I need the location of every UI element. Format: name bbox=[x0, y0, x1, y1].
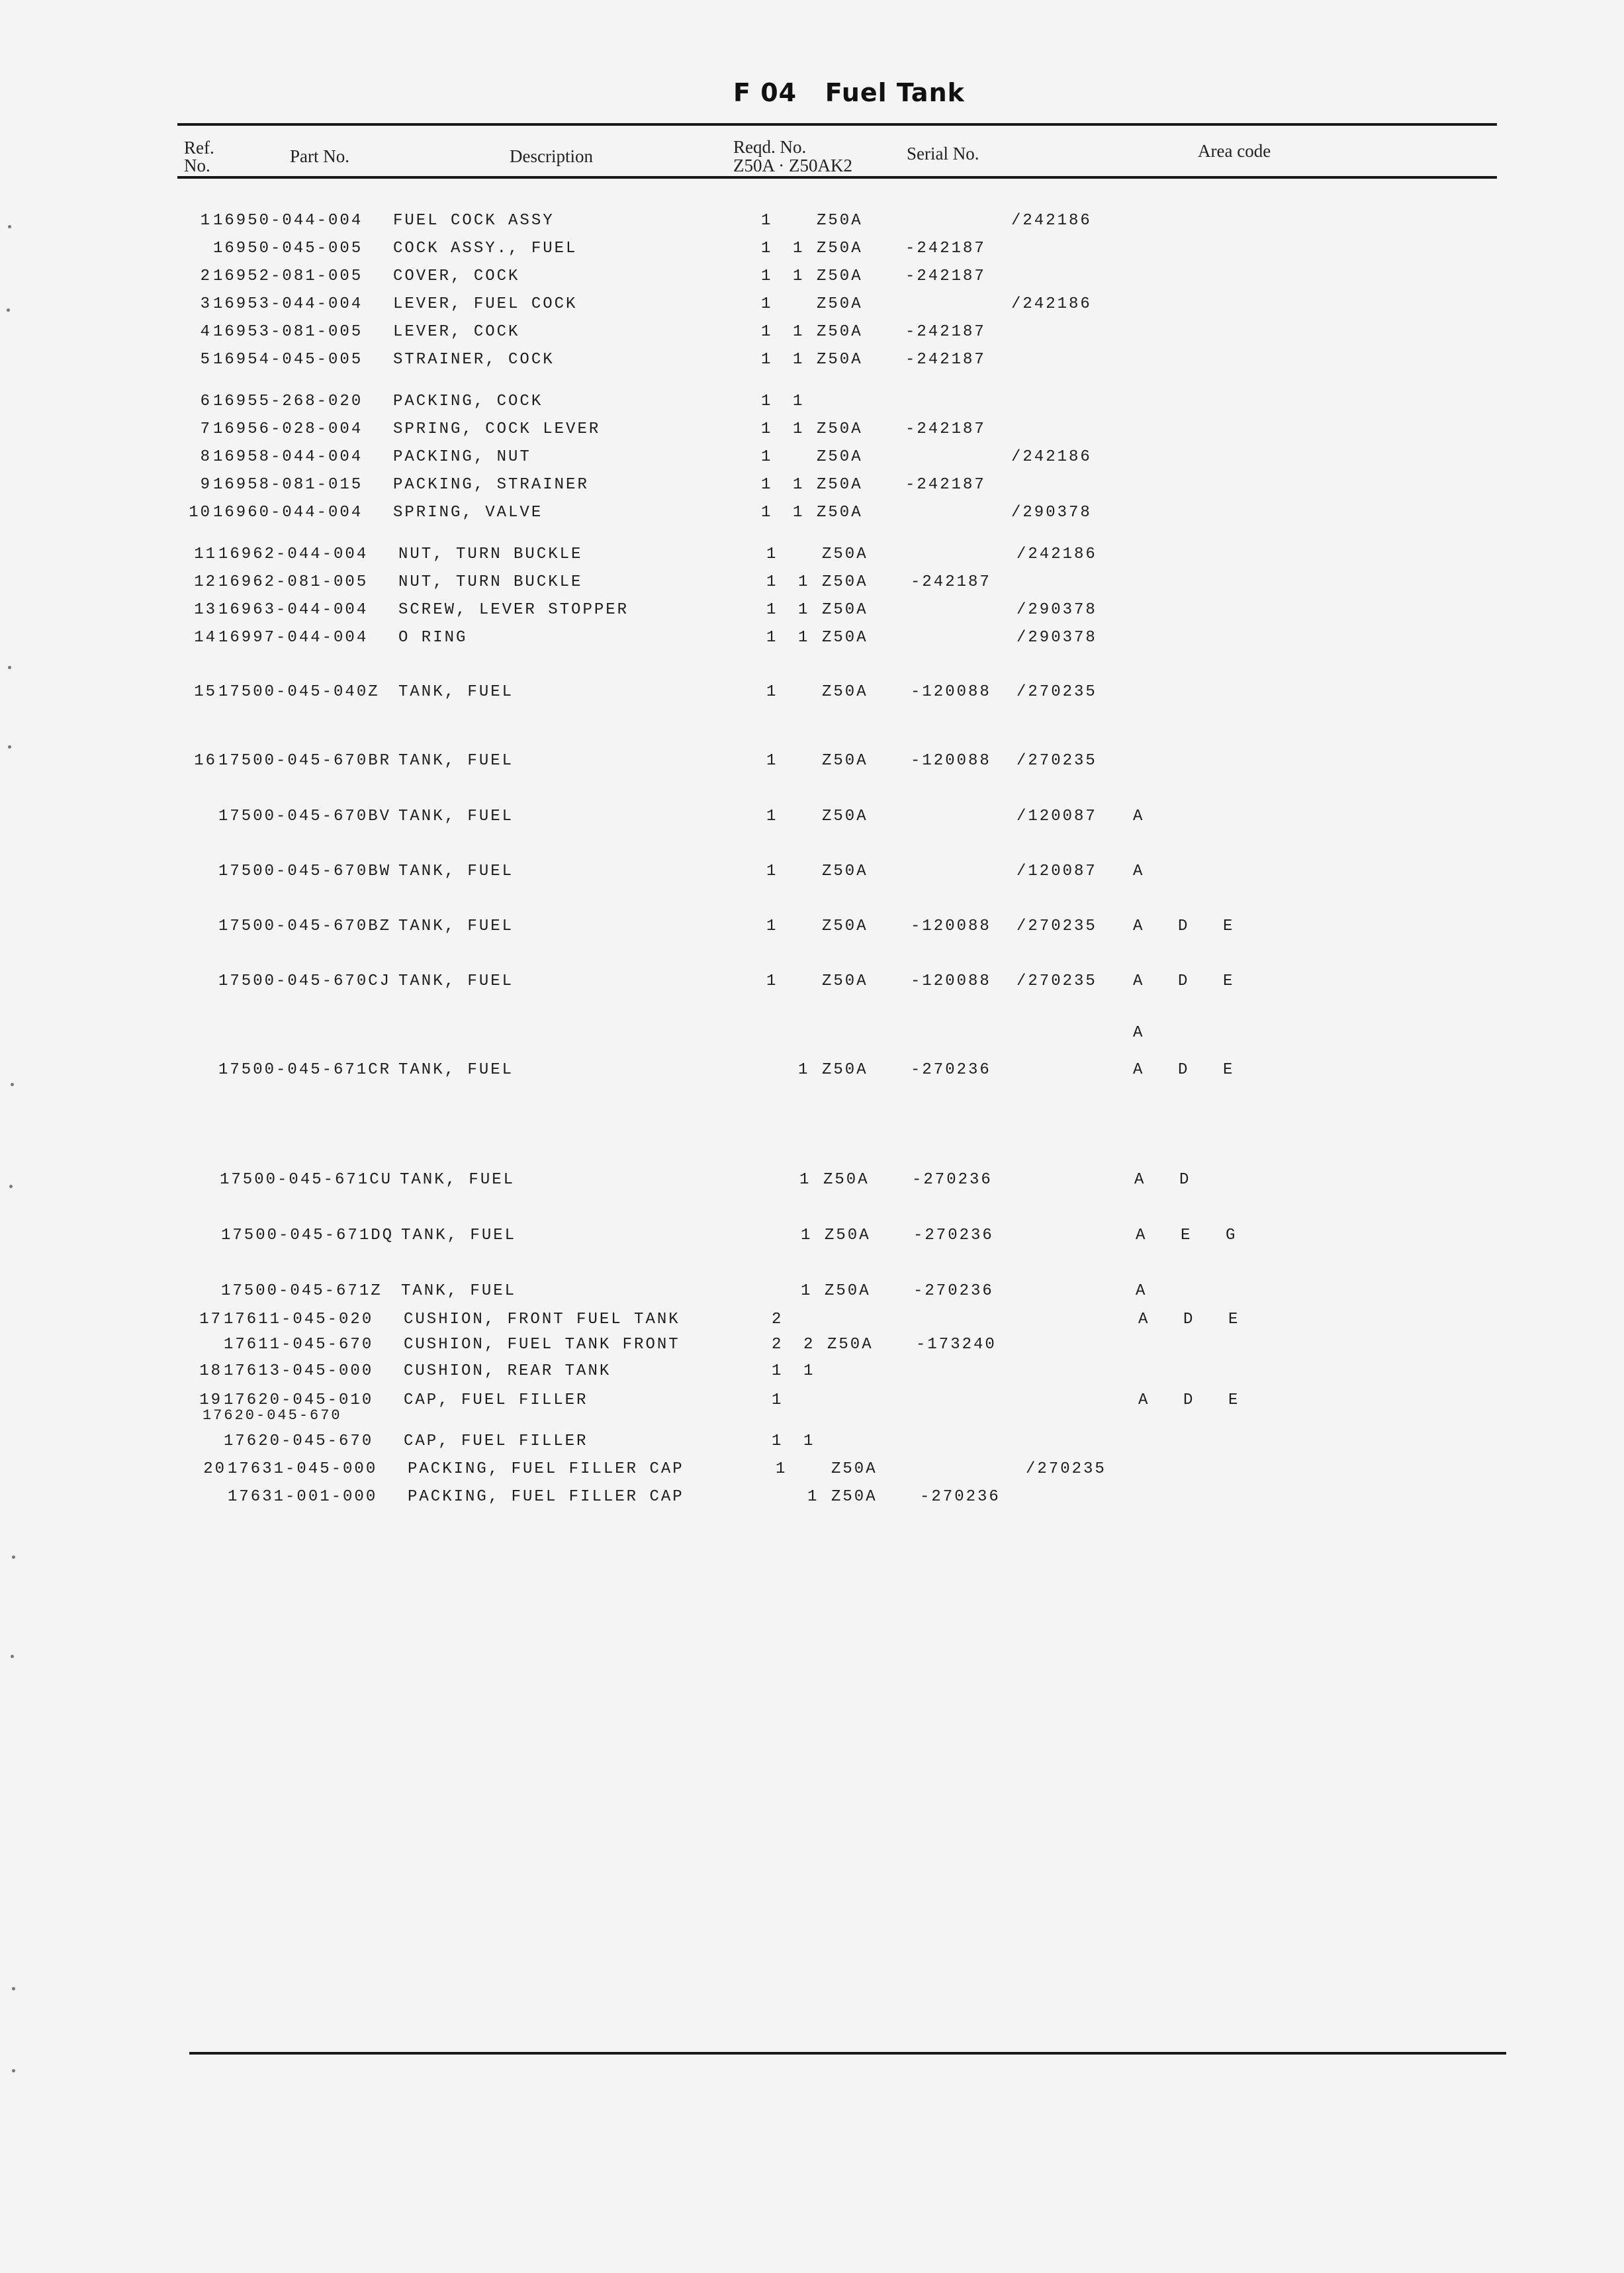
serial-to: -270236 bbox=[911, 1061, 991, 1079]
description: LEVER, FUEL COCK bbox=[393, 295, 578, 313]
model-code: Z50A bbox=[817, 323, 863, 341]
area-code-3: E bbox=[1228, 1391, 1240, 1409]
serial-to: -270236 bbox=[912, 1171, 993, 1189]
area-code-3: E bbox=[1223, 1061, 1235, 1079]
reqd-z50a: 1 bbox=[766, 917, 778, 935]
part-number: 16953-044-004 bbox=[213, 295, 363, 313]
part-number: 17631-001-000 bbox=[228, 1488, 378, 1506]
part-number: 16958-081-015 bbox=[213, 476, 363, 494]
part-number: 16952-081-005 bbox=[213, 267, 363, 285]
ref-number: 17 bbox=[199, 1311, 222, 1328]
reqd-z50a: 1 bbox=[766, 573, 778, 591]
ref-number: 19 bbox=[199, 1391, 222, 1409]
reqd-z50ak2: 2 bbox=[803, 1336, 815, 1354]
description: CUSHION, REAR TANK bbox=[404, 1362, 611, 1380]
reqd-z50ak2: 1 bbox=[793, 267, 805, 285]
part-number: 17500-045-040Z bbox=[218, 683, 380, 701]
part-number: 16960-044-004 bbox=[213, 504, 363, 522]
area-code-3: E bbox=[1223, 917, 1235, 935]
part-number: 16953-081-005 bbox=[213, 323, 363, 341]
model-code: Z50A bbox=[822, 1061, 868, 1079]
reqd-z50a: 1 bbox=[772, 1432, 784, 1450]
model-code: Z50A bbox=[825, 1282, 871, 1300]
part-number: 16956-028-004 bbox=[213, 420, 363, 438]
ref-number: 14 bbox=[194, 629, 217, 647]
header-serial-no: Serial No. bbox=[907, 144, 979, 163]
area-code-2: D bbox=[1183, 1311, 1195, 1328]
description: PACKING, FUEL FILLER CAP bbox=[408, 1488, 684, 1506]
area-code-1: A bbox=[1133, 1024, 1145, 1042]
serial-to: -120088 bbox=[911, 917, 991, 935]
description: STRAINER, COCK bbox=[393, 351, 555, 369]
part-number: 17500-045-670BZ bbox=[218, 917, 392, 935]
part-number: 17611-045-020 bbox=[224, 1311, 374, 1328]
description: CAP, FUEL FILLER bbox=[404, 1432, 588, 1450]
reqd-z50a: 1 bbox=[761, 476, 773, 494]
reqd-z50ak2: 1 bbox=[793, 351, 805, 369]
part-number: 17500-045-671DQ bbox=[221, 1227, 394, 1244]
reqd-z50ak2: 1 bbox=[803, 1432, 815, 1450]
description: TANK, FUEL bbox=[398, 862, 514, 880]
part-number: 16950-045-005 bbox=[213, 240, 363, 257]
description: TANK, FUEL bbox=[401, 1282, 517, 1300]
reqd-z50a: 1 bbox=[761, 351, 773, 369]
area-code-2: D bbox=[1178, 917, 1190, 935]
description: CUSHION, FRONT FUEL TANK bbox=[404, 1311, 680, 1328]
area-code-2: D bbox=[1183, 1391, 1195, 1409]
part-number: 17500-045-670BR bbox=[218, 752, 392, 770]
ref-number: 18 bbox=[199, 1362, 222, 1380]
footer-rule bbox=[189, 2052, 1506, 2055]
scan-speck bbox=[12, 1555, 15, 1559]
serial-from: /290378 bbox=[1016, 601, 1097, 619]
part-number: 17613-045-000 bbox=[224, 1362, 374, 1380]
reqd-z50a: 2 bbox=[772, 1336, 784, 1354]
description: TANK, FUEL bbox=[398, 683, 514, 701]
serial-to: -242187 bbox=[905, 267, 986, 285]
part-number: 17500-045-671Z bbox=[221, 1282, 383, 1300]
part-number: 16955-268-020 bbox=[213, 393, 363, 410]
reqd-z50a: 1 bbox=[766, 545, 778, 563]
part-number: 17500-045-670CJ bbox=[218, 972, 392, 990]
reqd-z50ak2: 1 bbox=[798, 573, 810, 591]
description: SCREW, LEVER STOPPER bbox=[398, 601, 629, 619]
reqd-z50a: 1 bbox=[766, 629, 778, 647]
part-number: 16954-045-005 bbox=[213, 351, 363, 369]
serial-from: /242186 bbox=[1011, 448, 1092, 466]
header-reqd-line1: Reqd. No. bbox=[733, 137, 807, 157]
reqd-z50ak2: 1 bbox=[793, 393, 805, 410]
reqd-z50a: 1 bbox=[761, 240, 773, 257]
area-code-1: A bbox=[1134, 1171, 1146, 1189]
ref-number: 9 bbox=[200, 476, 212, 494]
description: TANK, FUEL bbox=[398, 917, 514, 935]
reqd-z50ak2: 1 bbox=[798, 1061, 810, 1079]
serial-from: /242186 bbox=[1011, 212, 1092, 230]
model-code: Z50A bbox=[817, 420, 863, 438]
reqd-z50a: 1 bbox=[766, 972, 778, 990]
header-top-rule bbox=[177, 123, 1497, 126]
ref-number: 8 bbox=[200, 448, 212, 466]
model-code: Z50A bbox=[817, 476, 863, 494]
model-code: Z50A bbox=[822, 629, 868, 647]
reqd-z50ak2: 1 bbox=[801, 1282, 813, 1300]
reqd-z50a: 1 bbox=[766, 601, 778, 619]
area-code-3: E bbox=[1228, 1311, 1240, 1328]
description: PACKING, COCK bbox=[393, 393, 543, 410]
area-code-1: A bbox=[1138, 1391, 1150, 1409]
model-code: Z50A bbox=[817, 448, 863, 466]
ref-number: 16 bbox=[194, 752, 217, 770]
part-number: 16950-044-004 bbox=[213, 212, 363, 230]
serial-to: -242187 bbox=[905, 351, 986, 369]
ref-number: 11 bbox=[194, 545, 217, 563]
serial-to: -242187 bbox=[911, 573, 991, 591]
model-code: Z50A bbox=[822, 601, 868, 619]
description: NUT, TURN BUCKLE bbox=[398, 573, 583, 591]
serial-to: -173240 bbox=[916, 1336, 997, 1354]
serial-to: -242187 bbox=[905, 240, 986, 257]
ref-number: 5 bbox=[200, 351, 212, 369]
description: SPRING, COCK LEVER bbox=[393, 420, 601, 438]
area-code-1: A bbox=[1133, 862, 1145, 880]
area-code-1: A bbox=[1133, 808, 1145, 825]
area-code-1: A bbox=[1136, 1282, 1148, 1300]
header-ref-line1: Ref. bbox=[184, 138, 214, 158]
serial-to: -120088 bbox=[911, 752, 991, 770]
description: CUSHION, FUEL TANK FRONT bbox=[404, 1336, 680, 1354]
reqd-z50a: 1 bbox=[766, 808, 778, 825]
reqd-z50a: 1 bbox=[761, 212, 773, 230]
description: TANK, FUEL bbox=[398, 1061, 514, 1079]
part-number: 16963-044-004 bbox=[218, 601, 369, 619]
part-number: 16962-044-004 bbox=[218, 545, 369, 563]
model-code: Z50A bbox=[822, 752, 868, 770]
reqd-z50ak2: 1 bbox=[793, 476, 805, 494]
scan-speck bbox=[9, 1185, 13, 1188]
area-code-2: E bbox=[1181, 1227, 1193, 1244]
model-code: Z50A bbox=[822, 972, 868, 990]
area-code-3: G bbox=[1226, 1227, 1238, 1244]
description: SPRING, VALVE bbox=[393, 504, 543, 522]
ref-number: 7 bbox=[200, 420, 212, 438]
reqd-z50a: 1 bbox=[761, 267, 773, 285]
description: O RING bbox=[398, 629, 468, 647]
area-code-2: D bbox=[1179, 1171, 1191, 1189]
part-number: 17611-045-670 bbox=[224, 1336, 374, 1354]
ref-number: 6 bbox=[200, 393, 212, 410]
scan-speck bbox=[8, 225, 11, 228]
model-code: Z50A bbox=[822, 683, 868, 701]
reqd-z50ak2: 1 bbox=[807, 1488, 819, 1506]
reqd-z50ak2: 1 bbox=[803, 1362, 815, 1380]
serial-from: /270235 bbox=[1016, 972, 1097, 990]
overprint-part-number: 17620-045-670 bbox=[203, 1407, 342, 1424]
description: TANK, FUEL bbox=[400, 1171, 516, 1189]
reqd-z50a: 1 bbox=[761, 448, 773, 466]
reqd-z50a: 1 bbox=[766, 752, 778, 770]
reqd-z50a: 1 bbox=[776, 1460, 788, 1478]
model-code: Z50A bbox=[822, 862, 868, 880]
serial-from: /270235 bbox=[1016, 683, 1097, 701]
serial-from: /242186 bbox=[1011, 295, 1092, 313]
scan-speck bbox=[12, 1987, 15, 1990]
part-number: 17500-045-671CR bbox=[218, 1061, 392, 1079]
scan-speck bbox=[12, 2069, 15, 2072]
header-bottom-rule bbox=[177, 176, 1497, 179]
area-code-2: D bbox=[1178, 1061, 1190, 1079]
area-code-1: A bbox=[1136, 1227, 1148, 1244]
description: COCK ASSY., FUEL bbox=[393, 240, 578, 257]
serial-from: /290378 bbox=[1011, 504, 1092, 522]
serial-to: -120088 bbox=[911, 683, 991, 701]
model-code: Z50A bbox=[823, 1171, 870, 1189]
part-number: 16962-081-005 bbox=[218, 573, 369, 591]
reqd-z50ak2: 1 bbox=[798, 601, 810, 619]
ref-number: 4 bbox=[200, 323, 212, 341]
reqd-z50ak2: 1 bbox=[793, 504, 805, 522]
ref-number: 1 bbox=[200, 212, 212, 230]
serial-from: /270235 bbox=[1016, 917, 1097, 935]
area-code-1: A bbox=[1133, 972, 1145, 990]
serial-to: -242187 bbox=[905, 420, 986, 438]
serial-to: -270236 bbox=[913, 1282, 994, 1300]
scan-speck bbox=[11, 1083, 14, 1086]
serial-to: -270236 bbox=[913, 1227, 994, 1244]
description: CAP, FUEL FILLER bbox=[404, 1391, 588, 1409]
model-code: Z50A bbox=[817, 240, 863, 257]
serial-from: /270235 bbox=[1026, 1460, 1106, 1478]
serial-to: -242187 bbox=[905, 323, 986, 341]
ref-number: 13 bbox=[194, 601, 217, 619]
model-code: Z50A bbox=[817, 504, 863, 522]
ref-number: 20 bbox=[203, 1460, 226, 1478]
area-code-2: D bbox=[1178, 972, 1190, 990]
part-number: 16997-044-004 bbox=[218, 629, 369, 647]
serial-from: /120087 bbox=[1016, 862, 1097, 880]
model-code: Z50A bbox=[822, 545, 868, 563]
scan-speck bbox=[8, 745, 11, 749]
model-code: Z50A bbox=[822, 573, 868, 591]
description: PACKING, NUT bbox=[393, 448, 531, 466]
model-code: Z50A bbox=[817, 212, 863, 230]
model-code: Z50A bbox=[822, 808, 868, 825]
area-code-3: E bbox=[1223, 972, 1235, 990]
description: PACKING, STRAINER bbox=[393, 476, 589, 494]
header-description: Description bbox=[510, 146, 593, 166]
serial-from: /270235 bbox=[1016, 752, 1097, 770]
description: FUEL COCK ASSY bbox=[393, 212, 555, 230]
scan-speck bbox=[8, 666, 11, 669]
reqd-z50a: 1 bbox=[772, 1391, 784, 1409]
reqd-z50a: 1 bbox=[766, 862, 778, 880]
part-number: 17620-045-010 bbox=[224, 1391, 374, 1409]
model-code: Z50A bbox=[831, 1460, 878, 1478]
part-number: 17631-045-000 bbox=[228, 1460, 378, 1478]
reqd-z50a: 1 bbox=[761, 393, 773, 410]
area-code-1: A bbox=[1133, 1061, 1145, 1079]
serial-to: -120088 bbox=[911, 972, 991, 990]
reqd-z50ak2: 1 bbox=[793, 420, 805, 438]
ref-number: 10 bbox=[189, 504, 212, 522]
serial-from: /120087 bbox=[1016, 808, 1097, 825]
description: TANK, FUEL bbox=[398, 808, 514, 825]
ref-number: 15 bbox=[194, 683, 217, 701]
model-code: Z50A bbox=[822, 917, 868, 935]
description: PACKING, FUEL FILLER CAP bbox=[408, 1460, 684, 1478]
description: NUT, TURN BUCKLE bbox=[398, 545, 583, 563]
reqd-z50a: 1 bbox=[766, 683, 778, 701]
ref-number: 2 bbox=[200, 267, 212, 285]
model-code: Z50A bbox=[817, 295, 863, 313]
model-code: Z50A bbox=[825, 1227, 871, 1244]
description: COVER, COCK bbox=[393, 267, 520, 285]
ref-number: 12 bbox=[194, 573, 217, 591]
part-number: 17500-045-670BV bbox=[218, 808, 392, 825]
serial-to: -242187 bbox=[905, 476, 986, 494]
page-title: F 04 Fuel Tank bbox=[733, 78, 965, 107]
reqd-z50a: 1 bbox=[761, 504, 773, 522]
header-part-no: Part No. bbox=[290, 146, 349, 166]
reqd-z50ak2: 1 bbox=[801, 1227, 813, 1244]
part-number: 17500-045-671CU bbox=[220, 1171, 393, 1189]
scan-speck bbox=[11, 1655, 14, 1658]
serial-from: /242186 bbox=[1016, 545, 1097, 563]
reqd-z50a: 1 bbox=[772, 1362, 784, 1380]
area-code-1: A bbox=[1138, 1311, 1150, 1328]
reqd-z50ak2: 1 bbox=[793, 240, 805, 257]
part-number: 17500-045-670BW bbox=[218, 862, 392, 880]
reqd-z50a: 1 bbox=[761, 420, 773, 438]
serial-from: /290378 bbox=[1016, 629, 1097, 647]
reqd-z50ak2: 1 bbox=[798, 629, 810, 647]
model-code: Z50A bbox=[817, 351, 863, 369]
description: TANK, FUEL bbox=[398, 972, 514, 990]
scan-speck bbox=[7, 308, 10, 312]
reqd-z50a: 1 bbox=[761, 295, 773, 313]
header-ref-line2: No. bbox=[184, 156, 210, 175]
model-code: Z50A bbox=[831, 1488, 878, 1506]
description: TANK, FUEL bbox=[398, 752, 514, 770]
reqd-z50ak2: 1 bbox=[793, 323, 805, 341]
description: TANK, FUEL bbox=[401, 1227, 517, 1244]
header-area-code: Area code bbox=[1198, 141, 1271, 161]
model-code: Z50A bbox=[817, 267, 863, 285]
part-number: 17620-045-670 bbox=[224, 1432, 374, 1450]
part-number: 16958-044-004 bbox=[213, 448, 363, 466]
model-code: Z50A bbox=[827, 1336, 874, 1354]
reqd-z50a: 1 bbox=[761, 323, 773, 341]
serial-to: -270236 bbox=[920, 1488, 1001, 1506]
header-reqd-line2: Z50A · Z50AK2 bbox=[733, 156, 852, 175]
reqd-z50ak2: 1 bbox=[799, 1171, 811, 1189]
ref-number: 3 bbox=[200, 295, 212, 313]
description: LEVER, COCK bbox=[393, 323, 520, 341]
reqd-z50a: 2 bbox=[772, 1311, 784, 1328]
area-code-1: A bbox=[1133, 917, 1145, 935]
